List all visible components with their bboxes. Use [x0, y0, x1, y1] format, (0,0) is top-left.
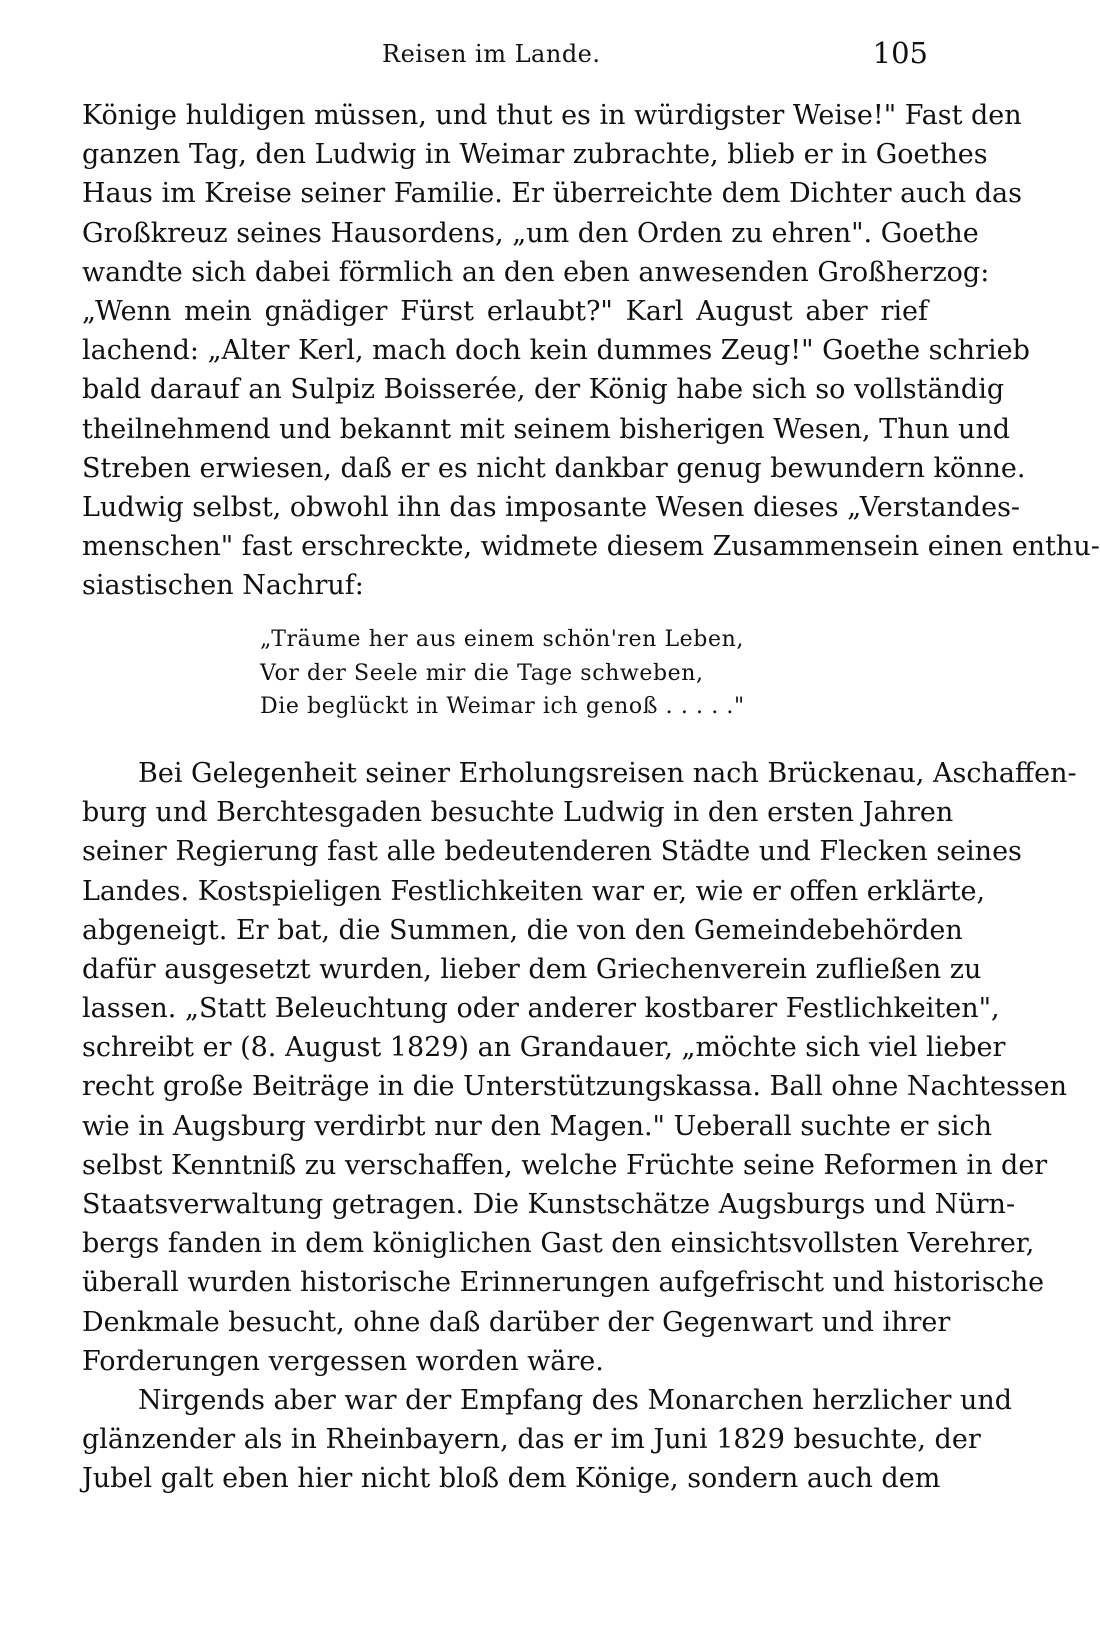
verse-line: Vor der Seele mir die Tage schweben,	[260, 660, 704, 686]
text-line: siastischen Nachruf:	[82, 570, 364, 602]
verse-line: „Träume her aus einem schön'ren Leben,	[260, 627, 744, 653]
running-title: Reisen im Lande.	[382, 40, 601, 68]
text-line: Großkreuz seines Hausordens, „um den Orden zu ehren". Goethe	[82, 217, 979, 249]
text-line: Bei Gelegenheit seiner Erholungsreisen nach Brückenau, Aschaffen-	[138, 757, 1077, 789]
paragraph-2	[82, 754, 1077, 1381]
page-number: 105	[872, 36, 928, 70]
text-line: Könige huldigen müssen, und thut es in würdigster Weise!" Fast den	[82, 100, 1022, 131]
text-line: recht große Beiträge in die Unterstützungskassa. Ball ohne Nachtessen	[82, 1071, 1068, 1103]
text-line: bald darauf an Sulpiz Boisserée, der König habe sich so vollständig	[82, 374, 1005, 406]
text-line: lassen. „Statt Beleuchtung oder anderer kostbarer Festlichkeiten",	[82, 993, 1000, 1025]
text-line: selbst Kenntniß zu verschaffen, welche Früchte seine Reformen in der	[82, 1149, 1048, 1181]
text-line: menschen" fast erschreckte, widmete diesem Zusammensein einen enthu-	[82, 531, 1100, 563]
text-line: dafür ausgesetzt wurden, lieber dem Griechenverein zufließen zu	[82, 953, 982, 985]
page-header	[82, 36, 928, 76]
text-line: Jubel galt eben hier nicht bloß dem Könige, sondern auch dem	[82, 1463, 941, 1495]
text-line: Ludwig selbst, obwohl ihn das imposante Wesen dieses „Verstandes-	[82, 491, 1021, 523]
text-line: Staatsverwaltung getragen. Die Kunstschätze Augsburgs und Nürn-	[82, 1189, 1016, 1220]
verse-quote	[82, 623, 928, 724]
text-line: Denkmale besucht, ohne daß darüber der Gegenwart und ihrer	[82, 1306, 951, 1338]
text-line: glänzender als in Rheinbayern, das er im Juni 1829 besuchte, der	[82, 1424, 981, 1456]
text-line: Streben erwiesen, daß er es nicht dankbar genug bewundern könne.	[82, 452, 1026, 484]
text-line: burg und Berchtesgaden besuchte Ludwig in den ersten Jahren	[82, 797, 954, 829]
text-line: abgeneigt. Er bat, die Summen, die von den Gemeindebehörden	[82, 914, 963, 946]
text-line: schreibt er (8. August 1829) an Grandauer, „möchte sich viel lieber	[82, 1032, 1006, 1064]
text-line: wie in Augsburg verdirbt nur den Magen." Ueberall suchte er sich	[82, 1110, 993, 1142]
text-line: theilnehmend und bekannt mit seinem bisherigen Wesen, Thun und	[82, 413, 1011, 445]
text-line: Forderungen vergessen worden wäre.	[82, 1345, 604, 1377]
body-text	[82, 96, 1100, 1499]
text-line: wandte sich dabei förmlich an den eben anwesenden Großherzog:	[82, 256, 990, 288]
text-line: seiner Regierung fast alle bedeutenderen Städte und Flecken seines	[82, 836, 1022, 868]
text-line: „Wenn mein gnädiger Fürst erlaubt?" Karl August aber rief	[82, 295, 928, 327]
text-line: bergs fanden in dem königlichen Gast den einsichtsvollsten Verehrer,	[82, 1228, 1035, 1260]
text-line: Nirgends aber war der Empfang des Monarchen herzlicher und	[138, 1384, 1013, 1416]
verse-line: Die beglückt in Weimar ich genoß . . . . ."	[260, 694, 745, 720]
paragraph-3	[82, 1381, 1013, 1499]
paragraph-1	[82, 96, 1100, 605]
text-line: lachend: „Alter Kerl, mach doch kein dummes Zeug!" Goethe schrieb	[82, 335, 1030, 367]
text-line: überall wurden historische Erinnerungen aufgefrischt und historische	[82, 1267, 1045, 1299]
text-line: Haus im Kreise seiner Familie. Er überreichte dem Dichter auch das	[82, 178, 1022, 210]
text-line: ganzen Tag, den Ludwig in Weimar zubrachte, blieb er in Goethes	[82, 139, 988, 171]
text-line: Landes. Kostspieligen Festlichkeiten war er, wie er offen erklärte,	[82, 875, 986, 907]
